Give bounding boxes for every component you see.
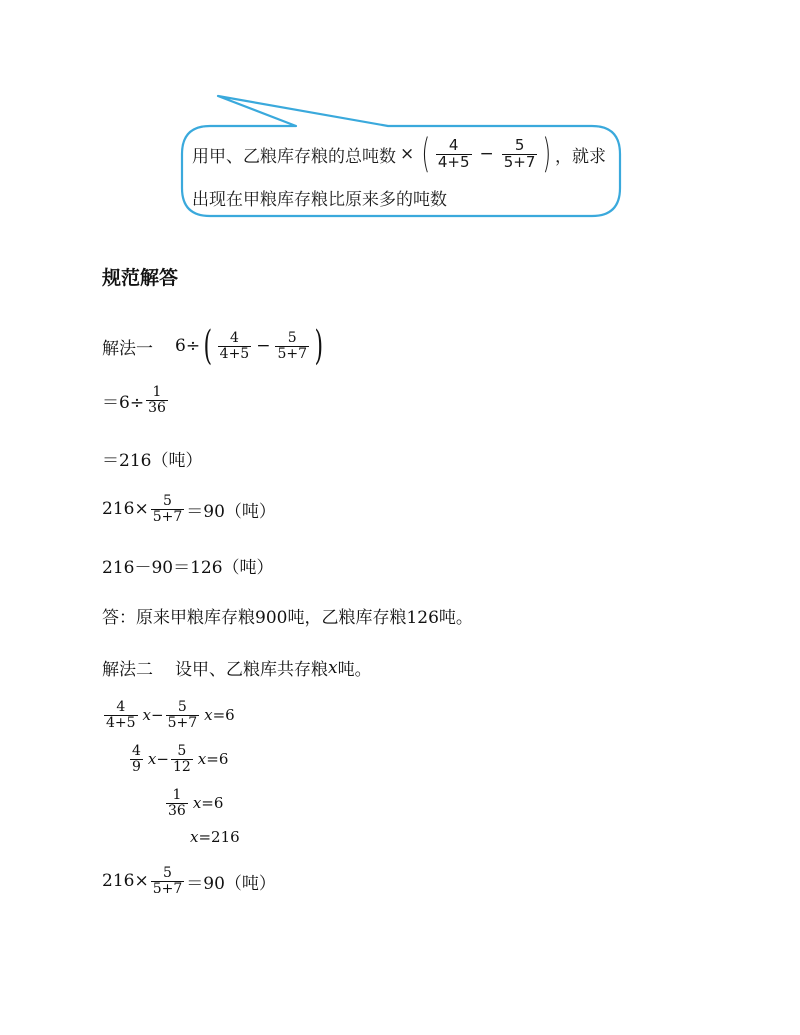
method1-fraction-2 [275, 331, 309, 361]
method1-f1-num: 4 [229, 329, 239, 346]
method1-step4-num: 5 [163, 493, 172, 509]
bubble-left-paren: ( [421, 131, 431, 177]
method1-line-2 [102, 385, 170, 415]
bubble-minus: − [479, 144, 494, 164]
equation-3 [164, 788, 223, 818]
section-heading: 规范解答 [102, 267, 179, 289]
method1-answer: 答：原来甲粮库存粮900吨，乙粮库存粮126吨。 [102, 608, 473, 628]
bubble-fraction-2 [502, 135, 538, 171]
method1-line-5: 216－90＝126（吨） [102, 558, 274, 578]
eq2-rhs: =6 [206, 750, 229, 769]
method1-step2-prefix: ＝6÷ [102, 392, 145, 413]
method2-setup [102, 655, 372, 680]
method1-line-1 [102, 323, 327, 369]
method1-left-paren: ( [203, 323, 213, 369]
eq1-minus: − [151, 706, 164, 725]
method2-final-den: 5+7 [152, 880, 183, 897]
method1-step4-fraction [151, 494, 185, 524]
bubble-frac2-num: 5 [514, 135, 525, 154]
eq3-x1: x [192, 794, 202, 813]
method1-step4-den: 5+7 [152, 508, 183, 525]
method1-expr-prefix: 6÷ [175, 336, 201, 356]
eq4-rhs: =216 [198, 828, 240, 846]
method2-final-fraction [151, 866, 185, 896]
eq2-b-den: 12 [172, 758, 191, 775]
bubble-frac1-num: 4 [448, 135, 459, 154]
bubble-fraction-1 [436, 135, 472, 171]
method1-f2-den: 5+7 [277, 345, 308, 362]
method1-label: 解法一 [102, 338, 153, 359]
method1-fraction-1 [218, 331, 252, 361]
method2-label: 解法二 [102, 660, 153, 680]
method1-f2-num: 5 [287, 329, 297, 346]
bubble-line1-prefix: 用甲、乙粮库存粮的总吨数 [192, 146, 396, 167]
eq1-a-num: 4 [116, 699, 126, 715]
method1-step4-prefix: 216× [102, 499, 149, 520]
method2-final-suffix: ＝90（吨） [186, 873, 276, 894]
method2-setup-var: x [328, 657, 338, 678]
method2-setup-prefix: 设甲、乙粮库共存粮 [175, 660, 328, 680]
eq1-b-num: 5 [177, 699, 187, 715]
bubble-line1-suffix: ，就求 [555, 146, 607, 167]
eq1-x2: x [204, 706, 213, 725]
bubble-right-paren: ) [542, 131, 552, 177]
eq1-fraction-b [166, 700, 200, 730]
method2-final-prefix: 216× [102, 871, 149, 892]
eq1-a-den: 4+5 [106, 714, 136, 731]
method2-final-num: 5 [163, 865, 172, 881]
eq2-a-num: 4 [132, 743, 141, 759]
eq2-a-den: 9 [132, 758, 141, 775]
equation-2 [128, 744, 228, 774]
eq2-x1: x [147, 750, 157, 769]
eq3-fraction-a [166, 788, 188, 818]
eq2-x2: x [197, 750, 207, 769]
bubble-frac1-den: 4+5 [437, 152, 470, 171]
eq1-x1: x [142, 706, 152, 725]
eq4-x1: x [190, 828, 199, 846]
method2-final [102, 866, 276, 896]
method1-right-paren: ) [314, 323, 324, 369]
eq1-fraction-a [104, 700, 138, 730]
bubble-line-2: 出现在甲粮库存粮比原来多的吨数 [192, 190, 447, 210]
method1-line-3: ＝216（吨） [102, 451, 203, 471]
method1-line-4 [102, 494, 276, 524]
bubble-times: × [400, 144, 415, 164]
method1-step2-fraction [146, 385, 168, 415]
eq2-b-num: 5 [177, 743, 187, 759]
equation-1 [102, 700, 235, 730]
method1-f1-den: 4+5 [219, 345, 250, 362]
bubble-line-1 [192, 131, 607, 177]
method2-setup-suffix: 吨。 [337, 660, 372, 680]
bubble-frac2-den: 5+7 [503, 152, 536, 171]
method1-step2-num: 1 [152, 384, 162, 400]
equation-4 [190, 828, 240, 846]
eq3-a-num: 1 [172, 787, 182, 803]
eq2-fraction-a [130, 744, 143, 774]
eq3-a-den: 36 [168, 802, 186, 819]
method1-step2-den: 36 [148, 399, 166, 416]
method1-step4-suffix: ＝90（吨） [186, 501, 276, 522]
eq1-b-den: 5+7 [167, 714, 198, 731]
method1-minus: − [256, 336, 271, 356]
eq2-fraction-b [171, 744, 193, 774]
eq1-rhs: =6 [212, 706, 235, 725]
eq2-minus: − [156, 750, 169, 769]
eq3-rhs: =6 [201, 794, 224, 813]
